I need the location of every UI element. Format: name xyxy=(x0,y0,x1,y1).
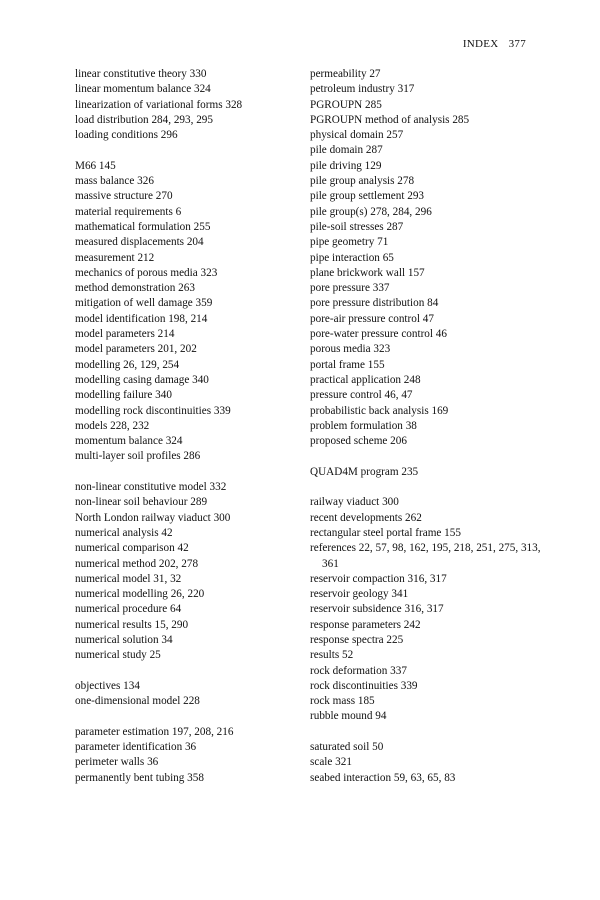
index-entry: non-linear constitutive model 332 xyxy=(75,481,227,494)
index-column-left xyxy=(75,67,307,786)
index-entry: response spectra 225 xyxy=(310,633,404,646)
index-entry: perimeter walls 36 xyxy=(75,756,159,769)
index-entry: references 22, 57, 98, 162, 195, 218, 251, 275, 313, 361 xyxy=(310,542,541,570)
index-group xyxy=(310,67,550,449)
index-entry: portal frame 155 xyxy=(310,358,385,371)
index-entry: rock discontinuities 339 xyxy=(310,679,418,692)
index-entry: pore-air pressure control 47 xyxy=(310,312,434,325)
index-entry: mechanics of porous media 323 xyxy=(75,266,218,279)
index-group xyxy=(75,725,307,786)
index-entry: recent developments 262 xyxy=(310,511,422,524)
index-entry: M66 145 xyxy=(75,159,116,172)
index-entry: reservoir compaction 316, 317 xyxy=(310,572,447,585)
index-group xyxy=(310,495,550,724)
index-entry: pore pressure 337 xyxy=(310,282,390,295)
index-entry: permeability 27 xyxy=(310,68,381,80)
index-entry: pile-soil stresses 287 xyxy=(310,220,404,233)
index-entry: linearization of variational forms 328 xyxy=(75,98,243,111)
index-entry: parameter estimation 197, 208, 216 xyxy=(75,725,234,738)
index-entry: results 52 xyxy=(310,649,354,662)
index-entry: practical application 248 xyxy=(310,373,421,386)
index-entry: model parameters 214 xyxy=(75,328,175,341)
index-entry: massive structure 270 xyxy=(75,190,173,203)
index-entry: QUAD4M program 235 xyxy=(310,465,419,478)
index-entry: measurement 212 xyxy=(75,251,155,264)
index-entry: measured displacements 204 xyxy=(75,236,204,249)
index-entry: rock deformation 337 xyxy=(310,664,407,677)
index-entry: non-linear soil behaviour 289 xyxy=(75,496,208,509)
index-entry: method demonstration 263 xyxy=(75,282,195,295)
index-entry: scale 321 xyxy=(310,756,352,769)
index-entry: multi-layer soil profiles 286 xyxy=(75,450,201,463)
index-entry: PGROUPN method of analysis 285 xyxy=(310,113,470,126)
index-entry: model parameters 201, 202 xyxy=(75,343,197,356)
index-entry: pore pressure distribution 84 xyxy=(310,297,439,310)
index-entry: pile domain 287 xyxy=(310,144,383,157)
index-entry: porous media 323 xyxy=(310,343,391,356)
index-entry: parameter identification 36 xyxy=(75,741,197,754)
index-entry: pipe interaction 65 xyxy=(310,251,394,264)
index-entry: mathematical formulation 255 xyxy=(75,220,211,233)
index-entry: modelling failure 340 xyxy=(75,389,172,402)
index-entry: pile group settlement 293 xyxy=(310,190,425,203)
page-number: 377 xyxy=(508,38,526,50)
index-entry: numerical comparison 42 xyxy=(75,542,189,555)
index-entry: North London railway viaduct 300 xyxy=(75,511,231,524)
index-entry: modelling 26, 129, 254 xyxy=(75,358,180,371)
index-entry: objectives 134 xyxy=(75,679,140,692)
index-entry: reservoir geology 341 xyxy=(310,588,409,601)
index-entry: pile group(s) 278, 284, 296 xyxy=(310,205,432,218)
index-entry: numerical method 202, 278 xyxy=(75,557,199,570)
index-entry: proposed scheme 206 xyxy=(310,435,407,448)
index-entry: physical domain 257 xyxy=(310,129,404,142)
index-entry: mitigation of well damage 359 xyxy=(75,297,213,310)
index-entry: numerical procedure 64 xyxy=(75,603,182,616)
index-entry: problem formulation 38 xyxy=(310,419,417,432)
index-entry: seabed interaction 59, 63, 65, 83 xyxy=(310,771,456,784)
index-entry: one-dimensional model 228 xyxy=(75,695,200,708)
index-entry: plane brickwork wall 157 xyxy=(310,266,425,279)
index-entry: momentum balance 324 xyxy=(75,435,183,448)
index-entry: probabilistic back analysis 169 xyxy=(310,404,449,417)
index-entry: pile group analysis 278 xyxy=(310,175,415,188)
index-entry: reservoir subsidence 316, 317 xyxy=(310,603,444,616)
index-entry: numerical modelling 26, 220 xyxy=(75,588,205,601)
index-entry: rock mass 185 xyxy=(310,695,375,708)
index-entry: models 228, 232 xyxy=(75,419,150,432)
index-group xyxy=(75,67,307,143)
index-entry: saturated soil 50 xyxy=(310,741,384,754)
index-entry: numerical model 31, 32 xyxy=(75,572,182,585)
index-group xyxy=(310,740,550,786)
index-entry: model identification 198, 214 xyxy=(75,312,208,325)
index-entry: pore-water pressure control 46 xyxy=(310,328,447,341)
index-entry: pile driving 129 xyxy=(310,159,382,172)
index-entry: load distribution 284, 293, 295 xyxy=(75,113,213,126)
running-head-label: INDEX xyxy=(462,38,499,50)
index-entry: numerical analysis 42 xyxy=(75,526,173,539)
index-group xyxy=(310,465,550,480)
index-group xyxy=(75,159,307,465)
index-entry: numerical results 15, 290 xyxy=(75,618,189,631)
index-entry: rectangular steel portal frame 155 xyxy=(310,526,461,539)
index-entry: pressure control 46, 47 xyxy=(310,389,413,402)
index-entry: PGROUPN 285 xyxy=(310,98,382,111)
index-entry: pipe geometry 71 xyxy=(310,236,389,249)
index-entry: modelling rock discontinuities 339 xyxy=(75,404,231,417)
index-entry: response parameters 242 xyxy=(310,618,421,631)
index-entry: modelling casing damage 340 xyxy=(75,373,209,386)
index-entry: permanently bent tubing 358 xyxy=(75,771,204,784)
index-group xyxy=(75,480,307,664)
index-entry: mass balance 326 xyxy=(75,175,154,188)
index-entry: numerical study 25 xyxy=(75,649,161,662)
index-entry: railway viaduct 300 xyxy=(310,496,399,509)
index-entry: linear momentum balance 324 xyxy=(75,83,211,96)
index-entry: numerical solution 34 xyxy=(75,633,173,646)
index-entry: rubble mound 94 xyxy=(310,710,387,723)
running-head xyxy=(463,37,526,51)
index-column-right xyxy=(310,67,550,786)
index-entry: petroleum industry 317 xyxy=(310,83,415,96)
index-entry: loading conditions 296 xyxy=(75,129,178,142)
index-group xyxy=(75,679,307,710)
index-entry: material requirements 6 xyxy=(75,205,182,218)
index-entry: linear constitutive theory 330 xyxy=(75,68,207,80)
